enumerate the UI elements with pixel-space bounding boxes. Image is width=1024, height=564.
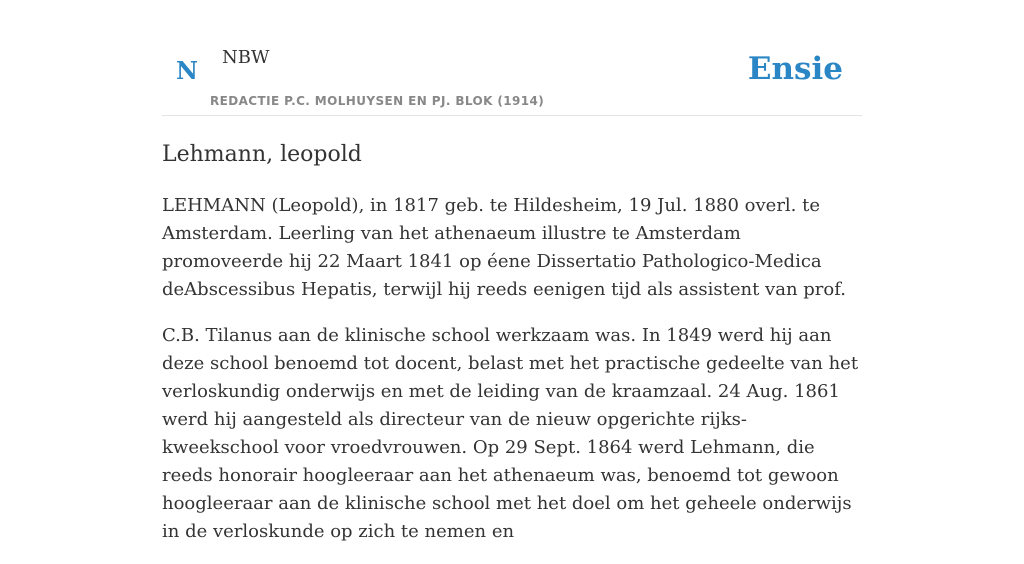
source-editors: REDACTIE P.C. MOLHUYSEN EN PJ. BLOK (1914) [210, 94, 545, 108]
page-title: Lehmann, leopold [162, 142, 362, 167]
source-name-link[interactable]: NBW [222, 47, 270, 68]
ensie-logo[interactable]: Ensie [747, 51, 843, 87]
article-paragraph-2: C.B. Tilanus aan de klinische school werkzaam was. In 1849 werd hij aan deze school benoemd tot docent, belast met het practische gedeelte van het verloskundig onderwijs en met de leiding van de kraamzaal. 24 Aug. 1861 werd hij aangesteld als directeur van de nieuw opgerichte rijks-kweekschool voor vroedvrouwen. Op 29 Sept. 1864 werd Lehmann, die reeds honorair hoogleeraar aan het athenaeum was, benoemd tot gewoon hoogleeraar aan de klinische school met het doel om het geheele onderwijs in de verloskunde op zich te nemen en [162, 325, 859, 542]
article-body [162, 192, 862, 564]
source-header [162, 40, 862, 116]
source-logo[interactable]: N [176, 56, 198, 85]
article-paragraph-1: LEHMANN (Leopold), in 1817 geb. te Hildesheim, 19 Jul. 1880 overl. te Amsterdam. Leerling van het athenaeum illustre te Amsterdam promoveerde hij 22 Maart 1841 op éene Dissertatio Pathologico-Medica deAbscessibus Hepatis, terwijl hij reeds eenigen tijd als assistent van prof. [162, 195, 846, 300]
